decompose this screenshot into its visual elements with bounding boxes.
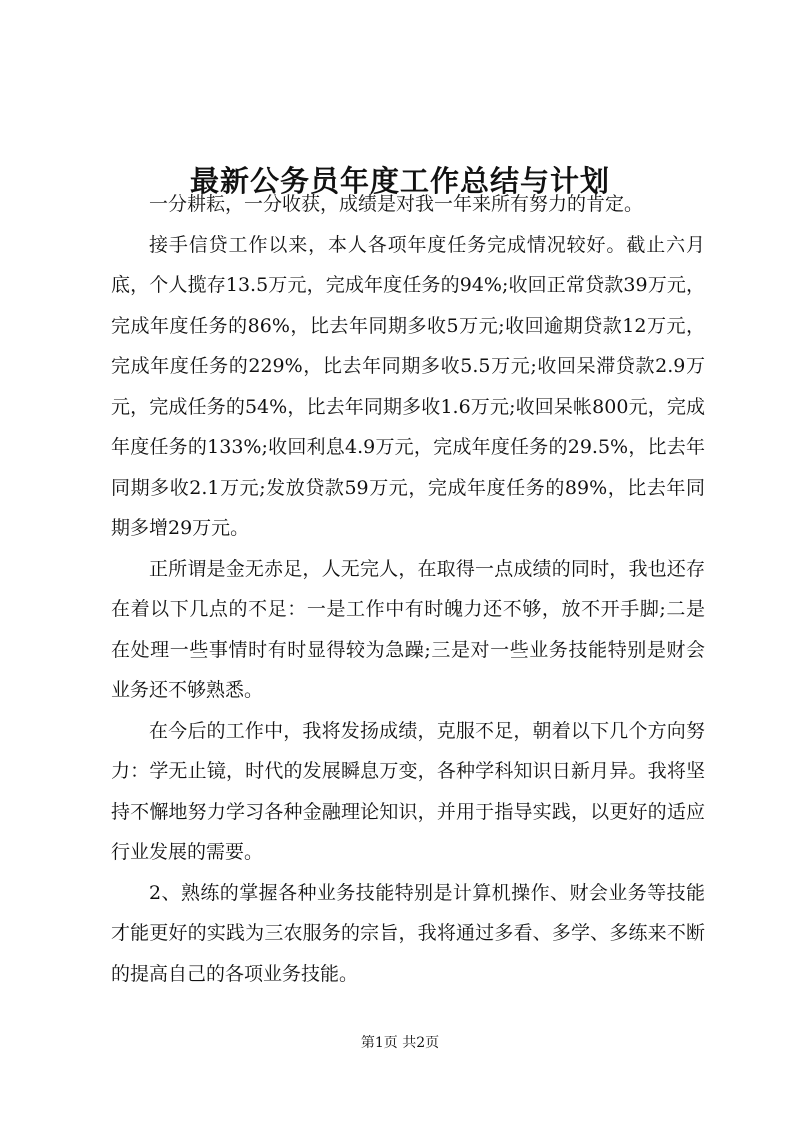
paragraph-intro: 一分耕耘，一分收获，成绩是对我一年来所有努力的肯定。 <box>149 193 644 215</box>
paragraph-skills: 2、熟练的掌握各种业务技能特别是计算机操作、财会业务等技能才能更好的实践为三农服务的宗旨，我将通过多看、多学、多练来不断的提高自己的各项业务技能。 <box>111 881 705 985</box>
paragraph-future-direction: 在今后的工作中，我将发扬成绩，克服不足，朝着以下几个方向努力：学无止镜，时代的发展瞬息万变，各种学科知识日新月异。我将坚持不懈地努力学习各种金融理论知识，并用于指导实践，以更好的适应行业发展的需要。 <box>111 719 705 863</box>
document-body <box>111 184 705 994</box>
paragraph-shortcomings: 正所谓是金无赤足，人无完人，在取得一点成绩的同时，我也还存在着以下几点的不足：一是工作中有时魄力还不够，放不开手脚;二是在处理一些事情时有时显得较为急躁;三是对一些业务技能特别是财会业务还不够熟悉。 <box>111 557 705 701</box>
document-title: 最新公务员年度工作总结与计划 <box>189 164 610 199</box>
page-footer: 第1页 共2页 <box>360 1035 440 1051</box>
paragraph-achievements: 接手信贷工作以来，本人各项年度任务完成情况较好。截止六月底，个人揽存13.5万元，完成年度任务的94%;收回正常贷款39万元，完成年度任务的86%，比去年同期多收5万元;收回逾期贷款12万元，完成年度任务的229%，比去年同期多收5.5万元;收回呆滞贷款2.9万元，完成任务的54%，比去年同期多收1.6万元;收回呆帐800元，完成年度任务的133%;收回利息4.9万元，完成年度任务的29.5%，比去年同期多收2.1万元;发放贷款59万元，完成年度任务的89%，比去年同期多增29万元。 <box>111 233 705 539</box>
